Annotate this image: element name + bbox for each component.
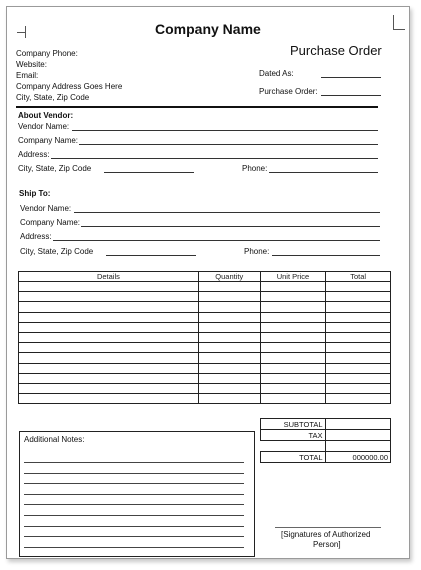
unit-price-cell[interactable]	[260, 332, 326, 342]
total-cell[interactable]	[326, 363, 391, 373]
items-table-header-row	[19, 272, 391, 282]
purchase-order-page	[6, 6, 410, 559]
vendor-name-line[interactable]	[72, 130, 378, 131]
table-row	[19, 282, 391, 292]
total-cell[interactable]	[326, 394, 391, 404]
items-table	[18, 271, 391, 404]
spacer-value-cell	[325, 441, 390, 452]
vendor-name-label: Vendor Name:	[18, 122, 70, 131]
dated-as-label: Dated As:	[259, 69, 294, 78]
table-row	[19, 383, 391, 393]
total-cell[interactable]	[326, 292, 391, 302]
column-header-quantity: Quantity	[198, 272, 260, 282]
vendor-company-name-label: Company Name:	[18, 136, 79, 145]
table-row	[19, 292, 391, 302]
ship-vendor-name-line[interactable]	[74, 212, 380, 213]
total-cell[interactable]	[326, 302, 391, 312]
tax-row	[261, 430, 391, 441]
table-row	[19, 373, 391, 383]
notes-ruled-line	[24, 483, 244, 484]
purchase-order-number-label: Purchase Order:	[259, 87, 318, 96]
total-cell[interactable]	[326, 312, 391, 322]
total-cell[interactable]	[326, 353, 391, 363]
items-table-body	[19, 282, 391, 404]
ship-phone-line[interactable]	[272, 255, 380, 256]
vendor-section-heading: About Vendor:	[18, 111, 74, 120]
company-city-state-zip-label: City, State, Zip Code	[16, 93, 90, 102]
quantity-cell[interactable]	[198, 353, 260, 363]
signature-caption-line-2: Person]	[313, 540, 341, 549]
unit-price-cell[interactable]	[260, 302, 326, 312]
unit-price-cell[interactable]	[260, 343, 326, 353]
vendor-company-name-line[interactable]	[79, 144, 378, 145]
details-cell[interactable]	[19, 302, 199, 312]
signature-caption-line-1: [Signatures of Authorized	[281, 530, 371, 539]
ship-company-name-label: Company Name:	[20, 218, 81, 227]
details-cell[interactable]	[19, 394, 199, 404]
totals-table	[260, 418, 391, 463]
quantity-cell[interactable]	[198, 394, 260, 404]
total-cell[interactable]	[326, 282, 391, 292]
total-label: TOTAL	[261, 452, 326, 463]
notes-ruled-line	[24, 547, 244, 548]
quantity-cell[interactable]	[198, 282, 260, 292]
details-cell[interactable]	[19, 383, 199, 393]
quantity-cell[interactable]	[198, 332, 260, 342]
table-row	[19, 353, 391, 363]
total-cell[interactable]	[326, 332, 391, 342]
unit-price-cell[interactable]	[260, 282, 326, 292]
ship-to-section-heading: Ship To:	[19, 189, 51, 198]
ship-city-state-zip-line[interactable]	[106, 255, 196, 256]
notes-ruled-line	[24, 494, 244, 495]
quantity-cell[interactable]	[198, 383, 260, 393]
column-header-unit-price: Unit Price	[260, 272, 326, 282]
company-address-label: Company Address Goes Here	[16, 82, 123, 91]
total-row	[261, 452, 391, 463]
notes-ruled-line	[24, 515, 244, 516]
quantity-cell[interactable]	[198, 363, 260, 373]
table-row	[19, 302, 391, 312]
ship-address-label: Address:	[20, 232, 52, 241]
ship-vendor-name-label: Vendor Name:	[20, 204, 72, 213]
unit-price-cell[interactable]	[260, 292, 326, 302]
quantity-cell[interactable]	[198, 312, 260, 322]
notes-ruled-line	[24, 526, 244, 527]
table-row	[19, 322, 391, 332]
subtotal-label: SUBTOTAL	[261, 419, 326, 430]
total-cell[interactable]	[326, 322, 391, 332]
details-cell[interactable]	[19, 373, 199, 383]
subtotal-row	[261, 419, 391, 430]
details-cell[interactable]	[19, 282, 199, 292]
spacer-row	[261, 441, 391, 452]
additional-notes-box[interactable]	[19, 431, 255, 557]
notes-ruled-line	[24, 504, 244, 505]
tax-label: TAX	[261, 430, 326, 441]
quantity-cell[interactable]	[198, 292, 260, 302]
table-row	[19, 394, 391, 404]
details-cell[interactable]	[19, 343, 199, 353]
crop-mark-right-h	[393, 29, 405, 30]
unit-price-cell[interactable]	[260, 322, 326, 332]
details-cell[interactable]	[19, 332, 199, 342]
details-cell[interactable]	[19, 312, 199, 322]
table-row	[19, 343, 391, 353]
additional-notes-label: Additional Notes:	[24, 435, 85, 444]
ship-phone-label: Phone:	[244, 247, 270, 256]
vendor-phone-line[interactable]	[269, 172, 378, 173]
ship-address-line[interactable]	[53, 240, 380, 241]
ship-city-state-zip-label: City, State, Zip Code	[20, 247, 94, 256]
unit-price-cell[interactable]	[260, 373, 326, 383]
column-header-details: Details	[19, 272, 199, 282]
crop-mark-right	[393, 15, 394, 29]
quantity-cell[interactable]	[198, 343, 260, 353]
table-row	[19, 363, 391, 373]
total-cell[interactable]	[326, 343, 391, 353]
vendor-address-line[interactable]	[51, 158, 378, 159]
signature-line[interactable]	[275, 527, 381, 528]
table-row	[19, 312, 391, 322]
details-cell[interactable]	[19, 322, 199, 332]
purchase-order-number-line[interactable]	[321, 95, 381, 96]
dated-as-line[interactable]	[321, 77, 381, 78]
notes-ruled-line	[24, 462, 244, 463]
details-cell[interactable]	[19, 292, 199, 302]
unit-price-cell[interactable]	[260, 353, 326, 363]
purchase-order-title: Purchase Order	[290, 43, 382, 58]
quantity-cell[interactable]	[198, 373, 260, 383]
details-cell[interactable]	[19, 353, 199, 363]
email-label: Email:	[16, 71, 39, 80]
subtotal-value-cell[interactable]	[325, 419, 390, 430]
company-name-title: Company Name	[155, 21, 261, 37]
vendor-address-label: Address:	[18, 150, 50, 159]
quantity-cell[interactable]	[198, 322, 260, 332]
unit-price-cell[interactable]	[260, 312, 326, 322]
total-value: 000000.00	[325, 452, 390, 463]
ship-company-name-line[interactable]	[81, 226, 380, 227]
total-cell[interactable]	[326, 373, 391, 383]
notes-ruled-line	[24, 536, 244, 537]
notes-ruled-line	[24, 473, 244, 474]
details-cell[interactable]	[19, 363, 199, 373]
table-row	[19, 332, 391, 342]
vendor-city-state-zip-line[interactable]	[104, 172, 194, 173]
website-label: Website:	[16, 60, 47, 69]
unit-price-cell[interactable]	[260, 363, 326, 373]
spacer-label-cell	[261, 441, 326, 452]
tax-value-cell[interactable]	[325, 430, 390, 441]
quantity-cell[interactable]	[198, 302, 260, 312]
unit-price-cell[interactable]	[260, 394, 326, 404]
vendor-city-state-zip-label: City, State, Zip Code	[18, 164, 92, 173]
column-header-total: Total	[326, 272, 391, 282]
vendor-phone-label: Phone:	[242, 164, 268, 173]
header-divider	[16, 106, 378, 108]
company-phone-label: Company Phone:	[16, 49, 78, 58]
crop-mark-left-h	[17, 32, 26, 33]
total-cell[interactable]	[326, 383, 391, 393]
unit-price-cell[interactable]	[260, 383, 326, 393]
